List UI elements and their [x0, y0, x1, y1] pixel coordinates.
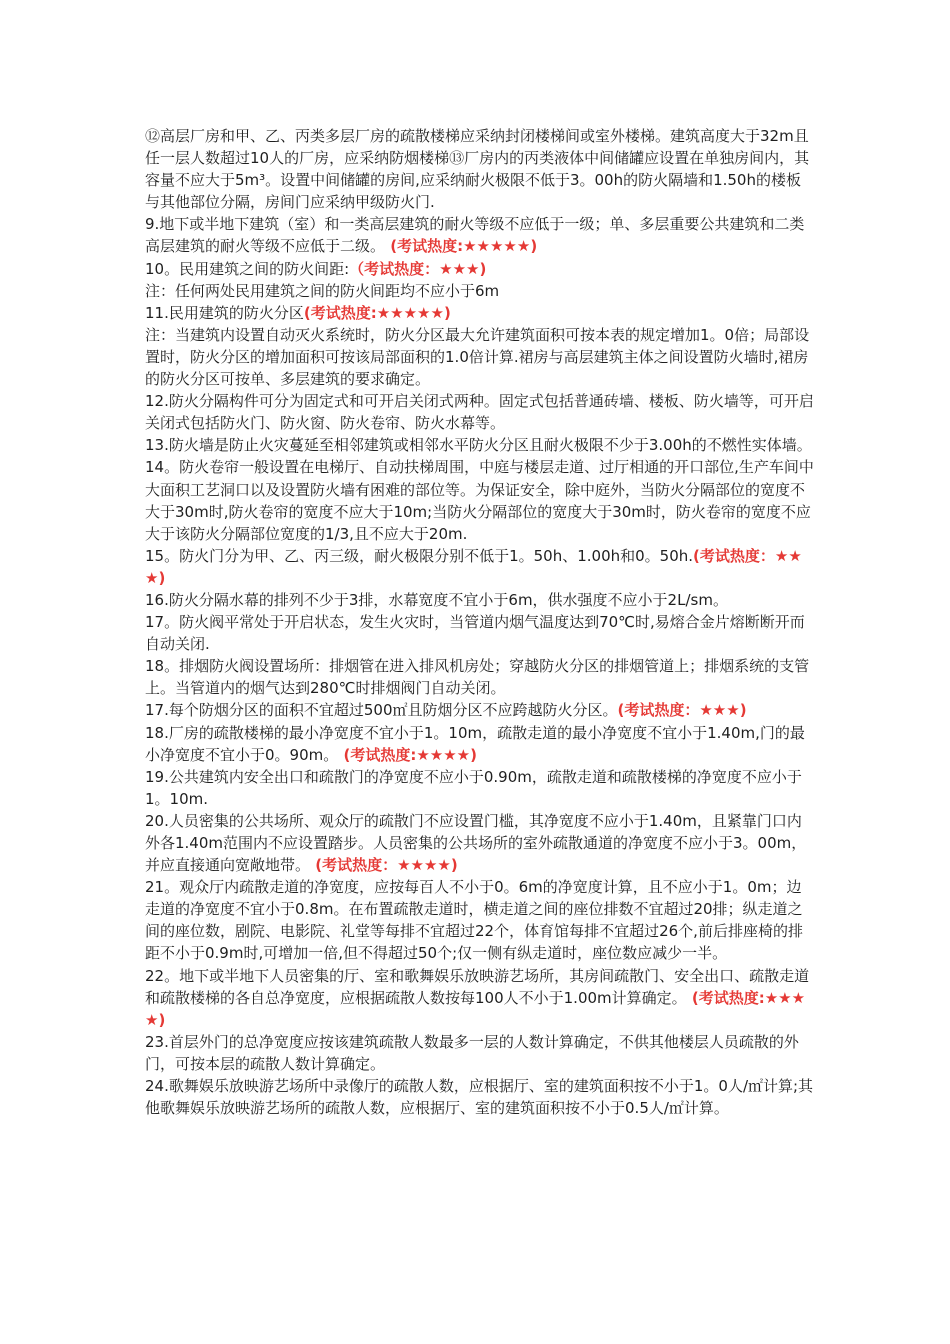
paragraph-text: 9.地下或半地下建筑（室）和一类高层建筑的耐火等级不应低于一级；单、多层重要公共建筑和二类高层建筑的耐火等级不应低于二级。 [145, 215, 805, 256]
paragraph-item-16 [145, 589, 815, 611]
paragraph-item-19 [145, 766, 815, 810]
paragraph-item-9 [145, 213, 815, 257]
paragraph-item-14 [145, 456, 815, 544]
paragraph-text: 21。观众厅内疏散走道的净宽度，应按每百人不小于0。6m的净宽度计算，且不应小于1。0m；边走道的净宽度不宜小于0.8m。在布置疏散走道时，横走道之间的座位排数不宜超过20排；纵走道之间的座位数，剧院、电影院、礼堂等每排不宜超过22个，体育馆每排不宜超过26个,前后排座椅的排距不小于0.9m时,可增加一倍,但不得超过50个;仅一侧有纵走道时，座位数应减少一半。 [145, 878, 803, 963]
paragraph-item-10 [145, 258, 815, 280]
paragraph-item-23 [145, 1031, 815, 1075]
paragraph-text: 11.民用建筑的防火分区 [145, 303, 304, 322]
paragraph-item-18b [145, 722, 815, 766]
paragraph-text: 24.歌舞娱乐放映游艺场所中录像厅的疏散人数，应根据厅、室的建筑面积按不小于1。0人/㎡计算;其他歌舞娱乐放映游艺场所的疏散人数，应根据厅、室的建筑面积按不小于0.5人/㎡计算。 [145, 1077, 814, 1118]
exam-heat-label: (考试热度:★★★★★) [303, 303, 451, 322]
paragraph-item-18 [145, 655, 815, 699]
paragraph-item-13 [145, 434, 815, 456]
exam-heat-label: （考试热度：★★★) [349, 259, 487, 278]
paragraph-note-11 [145, 324, 815, 390]
exam-heat-label: (考试热度：★★★) [617, 701, 747, 720]
paragraph-item-24 [145, 1075, 815, 1119]
exam-heat-label: (考试热度:★★★★★) [385, 237, 538, 256]
paragraph-item-17b [145, 699, 815, 721]
paragraph-item-20 [145, 810, 815, 876]
paragraph-text: 15。防火门分为甲、乙、丙三级，耐火极限分别不低于1。50h、1.00h和0。50h. [145, 546, 694, 565]
paragraph-text: 12.防火分隔构件可分为固定式和可开启关闭式两种。固定式包括普通砖墙、楼板、防火墙等，可开启关闭式包括防火门、防火窗、防火卷帘、防火水幕等。 [145, 392, 814, 433]
paragraph-item-22 [145, 965, 815, 1031]
paragraph-text: 14。防火卷帘一般设置在电梯厅、自动扶梯周围，中庭与楼层走道、过厅相通的开口部位,生产车间中大面积工艺洞口以及设置防火墙有困难的部位等。为保证安全，除中庭外，当防火分隔部位的宽度不大于30m时,防火卷帘的宽度不应大于10m;当防火分隔部位的宽度大于30m时，防火卷帘的宽度不应大于该防火分隔部位宽度的1/3,且不应大于20m. [145, 458, 814, 543]
paragraph-text: 18。排烟防火阀设置场所：排烟管在进入排风机房处；穿越防火分区的排烟管道上；排烟系统的支管上。当管道内的烟气达到280℃时排烟阀门自动关闭。 [145, 657, 810, 698]
paragraph-text: 18.厂房的疏散楼梯的最小净宽度不宜小于1。10m，疏散走道的最小净宽度不宜小于1.40m,门的最小净宽度不宜小于0。90m。 [145, 723, 805, 764]
paragraph-item-15 [145, 545, 815, 589]
paragraph-item-11 [145, 302, 815, 324]
paragraph-text: 13.防火墙是防止火灾蔓延至相邻建筑或相邻水平防火分区且耐火极限不少于3.00h的不燃性实体墙。 [145, 436, 812, 455]
paragraph-text: 注：任何两处民用建筑之间的防火间距均不应小于6m [145, 281, 500, 300]
paragraph-item-17 [145, 611, 815, 655]
paragraph-text: 注：当建筑内设置自动灭火系统时，防火分区最大允许建筑面积可按本表的规定增加1。0倍；局部设置时，防火分区的增加面积可按该局部面积的1.0倍计算.裙房与高层建筑主体之间设置防火墙时,裙房的防火分区可按单、多层建筑的要求确定。 [145, 325, 810, 389]
paragraph-text: 20.人员密集的公共场所、观众厅的疏散门不应设置门槛，其净宽度不应小于1.40m，且紧靠门口内外各1.40m范围内不应设置踏步。人员密集的公共场所的室外疏散通道的净宽度不应小于3。00m，并应直接通向宽敞地带。 [145, 811, 807, 875]
exam-heat-label: (考试热度:★★★★) [145, 988, 806, 1029]
paragraph-text: 10。民用建筑之间的防火间距: [145, 259, 350, 278]
exam-heat-label: (考试热度：★★★) [145, 546, 802, 587]
paragraph-text: 17。防火阀平常处于开启状态，发生火灾时，当管道内烟气温度达到70℃时,易熔合金片熔断断开而自动关闭. [145, 613, 805, 654]
paragraph-text: 16.防火分隔水幕的排列不少于3排，水幕宽度不宜小于6m，供水强度不应小于2L/sm。 [145, 590, 728, 609]
exam-heat-label: (考试热度:★★★★) [338, 745, 477, 764]
paragraph-item-12b [145, 390, 815, 434]
document-page [145, 125, 815, 1119]
paragraph-item-21 [145, 876, 815, 964]
paragraph-text: 23.首层外门的总净宽度应按该建筑疏散人数最多一层的人数计算确定，不供其他楼层人员疏散的外门，可按本层的疏散人数计算确定。 [145, 1032, 799, 1073]
exam-heat-label: (考试热度：★★★★) [310, 856, 458, 875]
paragraph-text: 19.公共建筑内安全出口和疏散门的净宽度不应小于0.90m，疏散走道和疏散楼梯的净宽度不应小于1。10m. [145, 767, 802, 808]
paragraph-text: 17.每个防烟分区的面积不宜超过500㎡且防烟分区不应跨越防火分区。 [145, 701, 618, 720]
paragraph-note-10 [145, 280, 815, 302]
paragraph-text: ⑫高层厂房和甲、乙、丙类多层厂房的疏散楼梯应采纳封闭楼梯间或室外楼梯。建筑高度大于32m且任一层人数超过10人的厂房，应采纳防烟楼梯⑬厂房内的丙类液体中间储罐应设置在单独房间内，其容量不应大于5m³。设置中间储罐的房间,应采纳耐火极限不低于3。00h的防火隔墙和1.50h的楼板与其他部位分隔，房间门应采纳甲级防火门. [145, 127, 810, 212]
paragraph-text: 22。地下或半地下人员密集的厅、室和歌舞娱乐放映游艺场所，其房间疏散门、安全出口、疏散走道和疏散楼梯的各自总净宽度，应根据疏散人数按每100人不小于1.00m计算确定。 [145, 966, 810, 1007]
paragraph-item-12 [145, 125, 815, 213]
